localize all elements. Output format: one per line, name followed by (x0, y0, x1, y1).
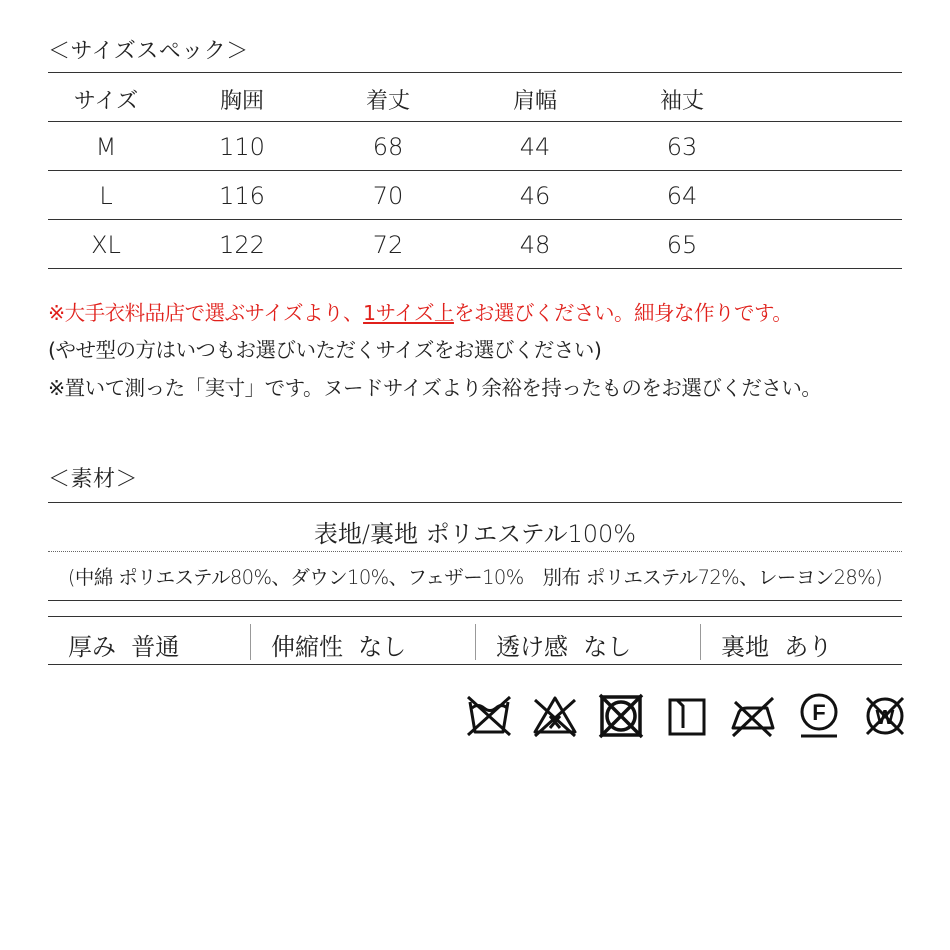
chest-cell: 122 (219, 231, 265, 259)
material-top-rule (48, 502, 902, 503)
size-cell: M (95, 133, 117, 161)
row-rule (48, 170, 902, 171)
fit-warning-text-a: ※大手衣料品店で選ぶサイズより、 (48, 301, 364, 325)
material-divider (48, 551, 902, 552)
attributes-bottom-rule (48, 664, 902, 665)
row-rule (48, 219, 902, 220)
col-header-size: サイズ (73, 89, 139, 114)
sleeve-cell: 63 (666, 133, 698, 161)
attribute-stretch (271, 627, 406, 662)
no-tumble-dry-icon (597, 692, 645, 740)
shoulder-cell: 44 (519, 133, 551, 161)
length-cell: 68 (372, 133, 404, 161)
size-spec-heading: ＜サイズスペック＞ (48, 39, 249, 64)
attribute-separator (700, 624, 701, 660)
slim-fit-note: (やせ型の方はいつもお選びいただくサイズをお選びください) (48, 338, 602, 362)
line-dry-shade-icon (663, 692, 711, 740)
sleeve-cell: 65 (666, 231, 698, 259)
material-bottom-rule (48, 600, 902, 601)
attribute-label: 透け感 (496, 633, 568, 661)
attribute-label: 伸縮性 (271, 633, 343, 661)
length-cell: 70 (372, 182, 404, 210)
fit-warning-text-b: をお選びください。細身な作りです。 (453, 301, 793, 325)
attributes-top-rule (48, 616, 902, 617)
header-rule (48, 121, 902, 122)
attribute-thickness (68, 627, 179, 662)
attribute-label: 厚み (68, 633, 116, 661)
chest-cell: 110 (219, 133, 265, 161)
shoulder-cell: 48 (519, 231, 551, 259)
col-header-chest: 胸囲 (219, 89, 264, 114)
material-detail: (中綿 ポリエステル80%、ダウン10%、フェザー10% 別布 ポリエステル72%、レーヨン28%) (67, 566, 883, 589)
size-cell: XL (91, 231, 121, 259)
dry-clean-letter: F (812, 700, 826, 725)
attribute-value: なし (583, 633, 632, 661)
col-header-length: 着丈 (365, 89, 410, 114)
size-cell: L (99, 182, 113, 210)
wet-clean-letter: W (875, 707, 895, 729)
chest-cell: 116 (219, 182, 265, 210)
dry-clean-f-icon (795, 692, 843, 740)
attribute-lining (721, 627, 832, 662)
fit-warning-emphasis: 1サイズ上 (363, 301, 454, 325)
no-iron-icon (729, 692, 777, 740)
col-header-shoulder: 肩幅 (512, 89, 557, 114)
attribute-sheerness (496, 627, 631, 662)
fit-warning-note (48, 296, 792, 326)
measurement-note: ※置いて測った「実寸」です。ヌードサイズより余裕を持ったものをお選びください。 (48, 376, 822, 400)
attribute-value: なし (358, 633, 407, 661)
col-header-sleeve: 袖丈 (659, 89, 704, 114)
material-main: 表地/裏地 ポリエステル100% (313, 520, 637, 548)
material-heading: ＜素材＞ (48, 467, 139, 492)
attribute-value: 普通 (131, 633, 180, 661)
no-wash-icon (465, 692, 513, 740)
attribute-value: あり (784, 633, 833, 661)
no-wet-clean-icon (861, 692, 909, 740)
table-bottom-rule (48, 268, 902, 269)
attribute-separator (475, 624, 476, 660)
sleeve-cell: 64 (666, 182, 698, 210)
no-bleach-icon (531, 692, 579, 740)
attribute-separator (250, 624, 251, 660)
shoulder-cell: 46 (519, 182, 551, 210)
attribute-label: 裏地 (721, 633, 769, 661)
table-top-rule (48, 72, 902, 73)
length-cell: 72 (372, 231, 404, 259)
